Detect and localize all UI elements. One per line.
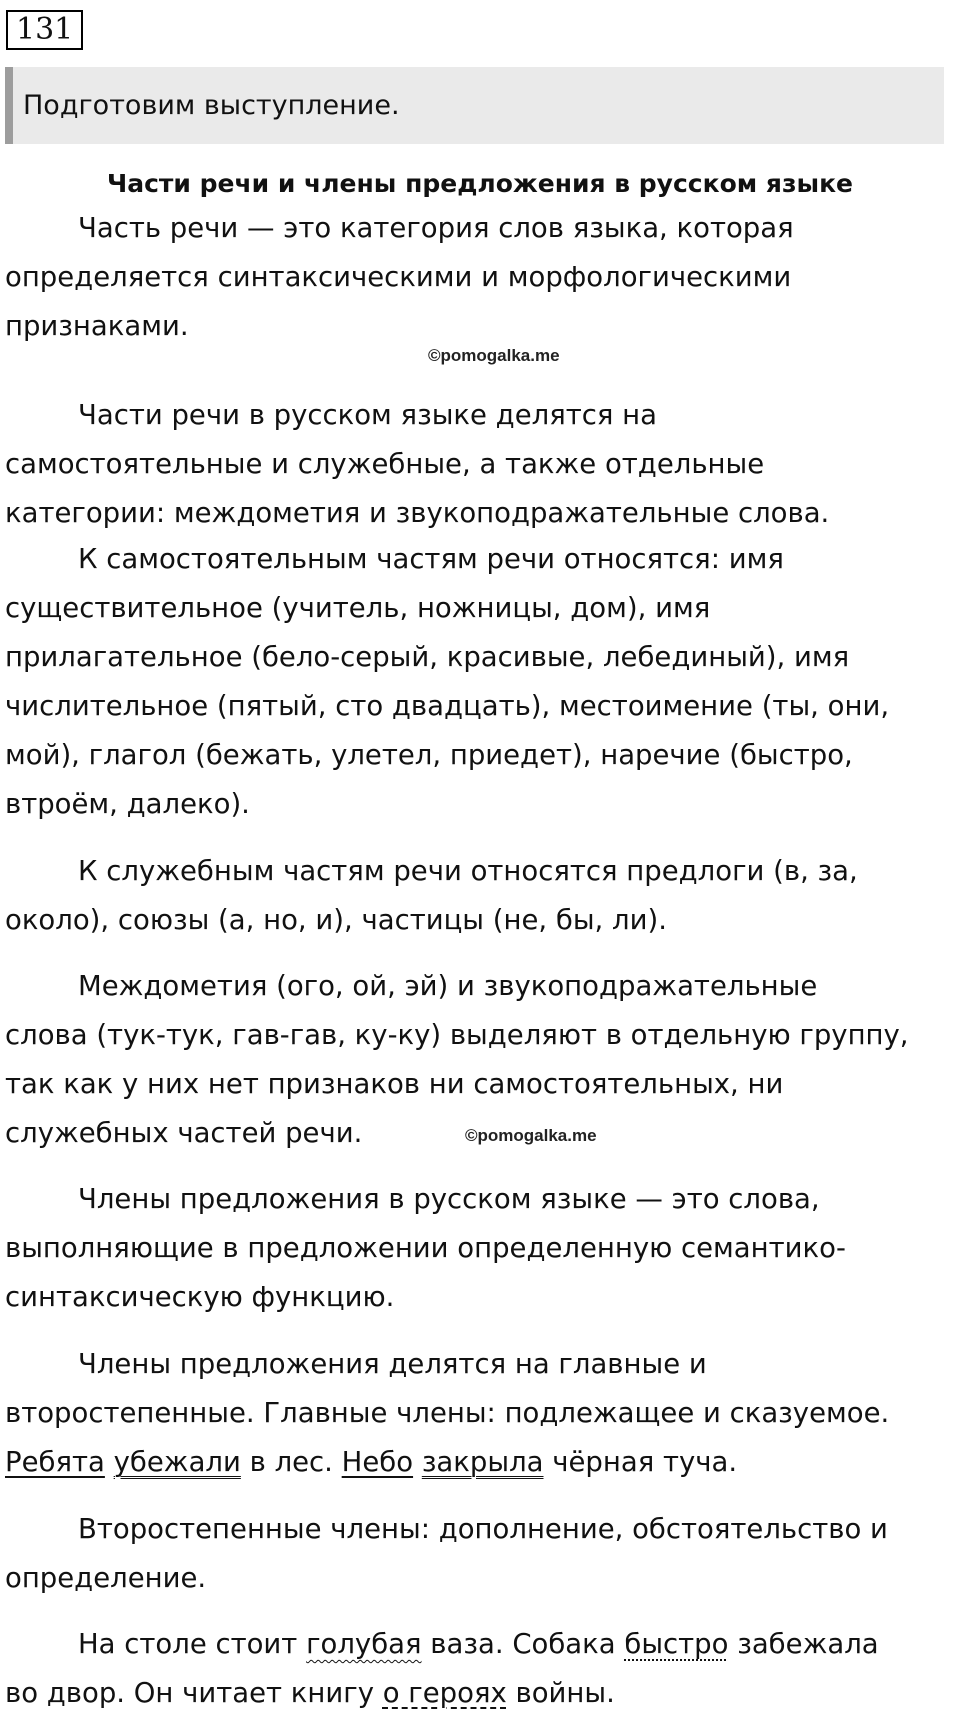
text-line: Междометия (ого, ой, эй) и звукоподражательные [78,970,818,1002]
text-line: выполняющие в предложении определенную семантико- [5,1232,846,1264]
text-fragment: На столе стоит [78,1628,307,1660]
subject-example: Небо [341,1446,414,1478]
text-line: второстепенные. Главные члены: подлежащее и сказуемое. [5,1397,890,1429]
attribute-example: голубая [306,1628,422,1660]
text-fragment: во двор. Он читает книгу [5,1677,383,1709]
text-line: К самостоятельным частям речи относятся: имя [78,543,784,575]
text-line: К служебным частям речи относятся предлоги (в, за, [78,855,858,887]
paragraph-sentence-members [5,1175,955,1322]
text-line: числительное (пятый, сто двадцать), местоимение (ты, они, [5,690,890,722]
predicate-example: убежали [113,1446,241,1478]
text-line: около), союзы (а, но, и), частицы (не, бы, ли). [5,904,667,936]
subject-example: Ребята [5,1446,105,1478]
text-fragment: ваза. Собака [421,1628,625,1660]
text-line: категории: междометия и звукоподражательные слова. [5,497,830,529]
task-number: 131 [6,10,83,50]
text-line: Части речи в русском языке делятся на [78,399,657,431]
paragraph-independent-parts [5,535,955,829]
text-line: Часть речи — это категория слов языка, которая [78,212,794,244]
text-line: служебных частей речи. [5,1117,363,1149]
text-line: слова (тук-тук, гав-гав, ку-ку) выделяют в отдельную группу, [5,1019,909,1051]
text-line: синтаксическую функцию. [5,1281,395,1313]
text-line: самостоятельные и служебные, а также отдельные [5,448,765,480]
text-line: прилагательное (бело-серый, красивые, лебединый), имя [5,641,850,673]
paragraph-main-members [5,1340,955,1487]
paragraph-classification [5,391,955,538]
text-fragment: забежала [728,1628,879,1660]
paragraph-service-parts [5,847,955,945]
text-fragment: в лес. [240,1446,342,1478]
text-line: определяется синтаксическими и морфологическими [5,261,792,293]
text-line: Члены предложения делятся на главные и [78,1348,707,1380]
text-line: признаками. [5,310,189,342]
document-title: Части речи и члены предложения в русском языке [107,169,853,198]
text-line: определение. [5,1562,207,1594]
task-header: Подготовим выступление. [5,67,944,144]
text-fragment: чёрная туча. [543,1446,738,1478]
adverbial-example: быстро [624,1628,729,1660]
predicate-example: закрыла [421,1446,544,1478]
object-example: о героях [382,1677,507,1709]
watermark: ©pomogalka.me [428,346,560,365]
paragraph-secondary-members [5,1505,955,1603]
paragraph-definition [5,204,955,351]
text-line: так как у них нет признаков ни самостоятельных, ни [5,1068,784,1100]
text-line: мой), глагол (бежать, улетел, приедет), наречие (быстро, [5,739,853,771]
text-line: Члены предложения в русском языке — это слова, [78,1183,820,1215]
text-line: втроём, далеко). [5,788,250,820]
watermark: ©pomogalka.me [465,1126,597,1145]
text-line: существительное (учитель, ножницы, дом), имя [5,592,711,624]
text-line: Второстепенные члены: дополнение, обстоятельство и [78,1513,888,1545]
paragraph-secondary-example [5,1620,955,1718]
text-fragment: войны. [506,1677,615,1709]
